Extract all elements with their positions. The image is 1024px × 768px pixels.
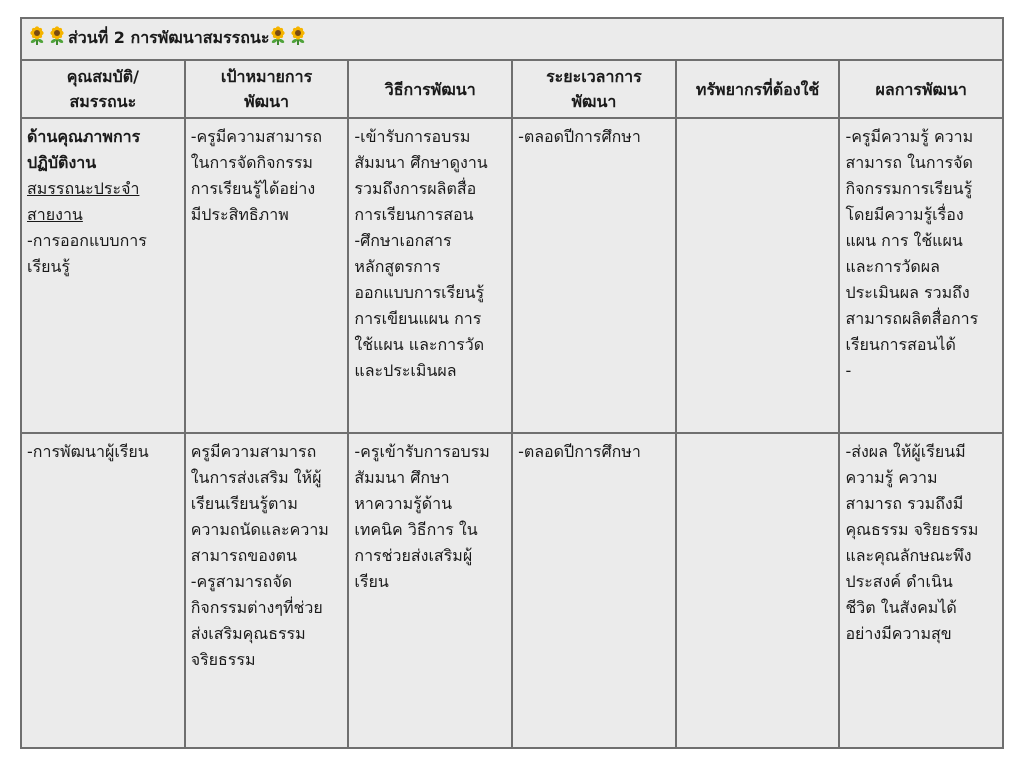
cell-text-line: มีประสิทธิภาพ — [190, 205, 289, 225]
cell-text-line: สามารถ ในการจัด — [845, 153, 973, 173]
goal-cell — [185, 433, 349, 748]
cell-text-line: เรียนการสอนได้ — [845, 335, 956, 355]
cell-text-line: -ครูสามารถจัด — [190, 571, 293, 591]
section-title-row — [21, 18, 1003, 60]
cell-text-line: -ตลอดปีการศึกษา — [518, 441, 641, 461]
cell-text-line: และการวัดผล — [845, 257, 940, 277]
sunflower-icon — [269, 26, 287, 46]
method-cell — [348, 118, 512, 432]
cell-text-line: โดยมีความรู้เรื่อง — [845, 205, 964, 225]
cell-text-line: แผน การ ใช้แผน — [845, 231, 963, 251]
table-row — [21, 118, 1003, 432]
cell-text-line: คุณธรรม จริยธรรม — [845, 519, 979, 539]
table-row — [21, 433, 1003, 748]
column-header-competency — [21, 60, 185, 118]
cell-text-line: หาความรู้ด้าน — [354, 493, 453, 513]
cell-text-line: ชีวิต ในสังคมได้ — [845, 597, 957, 617]
method-cell — [348, 433, 512, 748]
goal-cell — [185, 118, 349, 432]
column-header-method — [348, 60, 512, 118]
column-header-resources — [676, 60, 840, 118]
cell-text-line: สามารถของตน — [190, 545, 297, 565]
cell-text-line: เรียน — [354, 571, 389, 591]
cell-text-line: สามารถผลิตสื่อการ — [845, 309, 979, 329]
cell-text-line: พัฒนา — [244, 92, 289, 112]
column-header-row — [21, 60, 1003, 118]
cell-text-line: -ตลอดปีการศึกษา — [518, 127, 641, 147]
result-cell — [839, 433, 1003, 748]
cell-text-line: สัมมนา ศึกษา — [354, 467, 450, 487]
sunflower-icon — [48, 26, 66, 46]
section-title-cell — [21, 18, 1003, 60]
cell-text-line: เรียนเรียนรู้ตาม — [190, 493, 298, 513]
cell-text-line: สัมมนา ศึกษาดูงาน — [354, 153, 488, 173]
duration-cell — [512, 118, 676, 432]
cell-text-line: กิจกรรมต่างๆที่ช่วย — [190, 597, 323, 617]
competency-development-table — [20, 17, 1004, 749]
cell-text-line: -เข้ารับการอบรม — [354, 127, 471, 147]
cell-text-line: รวมถึงการผลิตสื่อ — [354, 179, 477, 199]
cell-text-line: การเรียนการสอน — [354, 205, 474, 225]
result-cell — [839, 118, 1003, 432]
cell-text-line: -ครูมีความรู้ ความ — [845, 127, 974, 147]
cell-text-line: เป้าหมายการ — [220, 67, 313, 87]
cell-text-line: การช่วยส่งเสริมผู้ — [354, 545, 473, 565]
cell-text-line: -ครูมีความสามารถ — [190, 127, 323, 147]
cell-text-line: ใช้แผน และการวัด — [354, 335, 485, 355]
cell-text-line: ครูมีความสามารถ — [190, 441, 317, 461]
resources-cell — [676, 118, 840, 432]
cell-text-line: ระยะเวลาการ — [546, 67, 642, 87]
cell-text-line: เรียนรู้ — [27, 257, 70, 277]
cell-text-line: อย่างมีความสุข — [845, 623, 952, 643]
sunflower-icon — [28, 26, 46, 46]
cell-text-line: - — [845, 361, 852, 381]
cell-text-line: คุณสมบัติ/ — [66, 67, 139, 87]
cell-text-line: ในการส่งเสริม ให้ผู้ — [190, 467, 322, 487]
cell-text-line: และคุณลักษณะพึง — [845, 545, 972, 565]
cell-text-line: ปฏิบัติงาน — [27, 153, 97, 173]
cell-text-line: สามารถ รวมถึงมี — [845, 493, 964, 513]
cell-text-line: -ศึกษาเอกสาร — [354, 231, 452, 251]
cell-text-line: -การออกแบบการ — [27, 231, 147, 251]
section-title: ส่วนที่ 2 การพัฒนาสมรรถนะ — [68, 28, 270, 47]
cell-text-line: ในการจัดกิจกรรม — [190, 153, 313, 173]
resources-cell — [676, 433, 840, 748]
cell-text-line: ความรู้ ความ — [845, 467, 938, 487]
cell-text-line: ประเมินผล รวมถึง — [845, 283, 970, 303]
cell-text-line: -การพัฒนาผู้เรียน — [27, 441, 149, 461]
column-header-duration — [512, 60, 676, 118]
competency-cell — [21, 433, 185, 748]
duration-cell — [512, 433, 676, 748]
cell-text-line: และประเมินผล — [354, 361, 457, 381]
cell-text-line: การเขียนแผน การ — [354, 309, 482, 329]
cell-text-line: ด้านคุณภาพการ — [27, 127, 141, 147]
cell-text-line: ออกแบบการเรียนรู้ — [354, 283, 485, 303]
cell-text-line: วิธีการพัฒนา — [384, 79, 476, 99]
cell-text-line: ประสงค์ ดำเนิน — [845, 571, 953, 591]
cell-text-line: ความถนัดและความ — [190, 519, 329, 539]
cell-text-line: สมรรถนะประจำ — [27, 179, 140, 199]
cell-text-line: พัฒนา — [571, 92, 617, 112]
cell-text-line: สายงาน — [27, 205, 83, 225]
cell-text-line: -ครูเข้ารับการอบรม — [354, 441, 490, 461]
cell-text-line: กิจกรรมการเรียนรู้ — [845, 179, 973, 199]
cell-text-line: -ส่งผล ให้ผู้เรียนมี — [845, 441, 966, 461]
column-header-goal — [185, 60, 349, 118]
competency-cell — [21, 118, 185, 432]
cell-text-line: เทคนิค วิธีการ ใน — [354, 519, 478, 539]
cell-text-line: ทรัพยากรที่ต้องใช้ — [695, 79, 820, 99]
sunflower-icon — [289, 26, 307, 46]
cell-text-line: หลักสูตรการ — [354, 257, 441, 277]
cell-text-line: การเรียนรู้ได้อย่าง — [190, 179, 316, 199]
cell-text-line: ผลการพัฒนา — [875, 79, 967, 99]
column-header-result — [839, 60, 1003, 118]
cell-text-line: ส่งเสริมคุณธรรม — [190, 623, 306, 643]
cell-text-line: จริยธรรม — [190, 649, 256, 669]
cell-text-line: สมรรถนะ — [69, 92, 137, 112]
